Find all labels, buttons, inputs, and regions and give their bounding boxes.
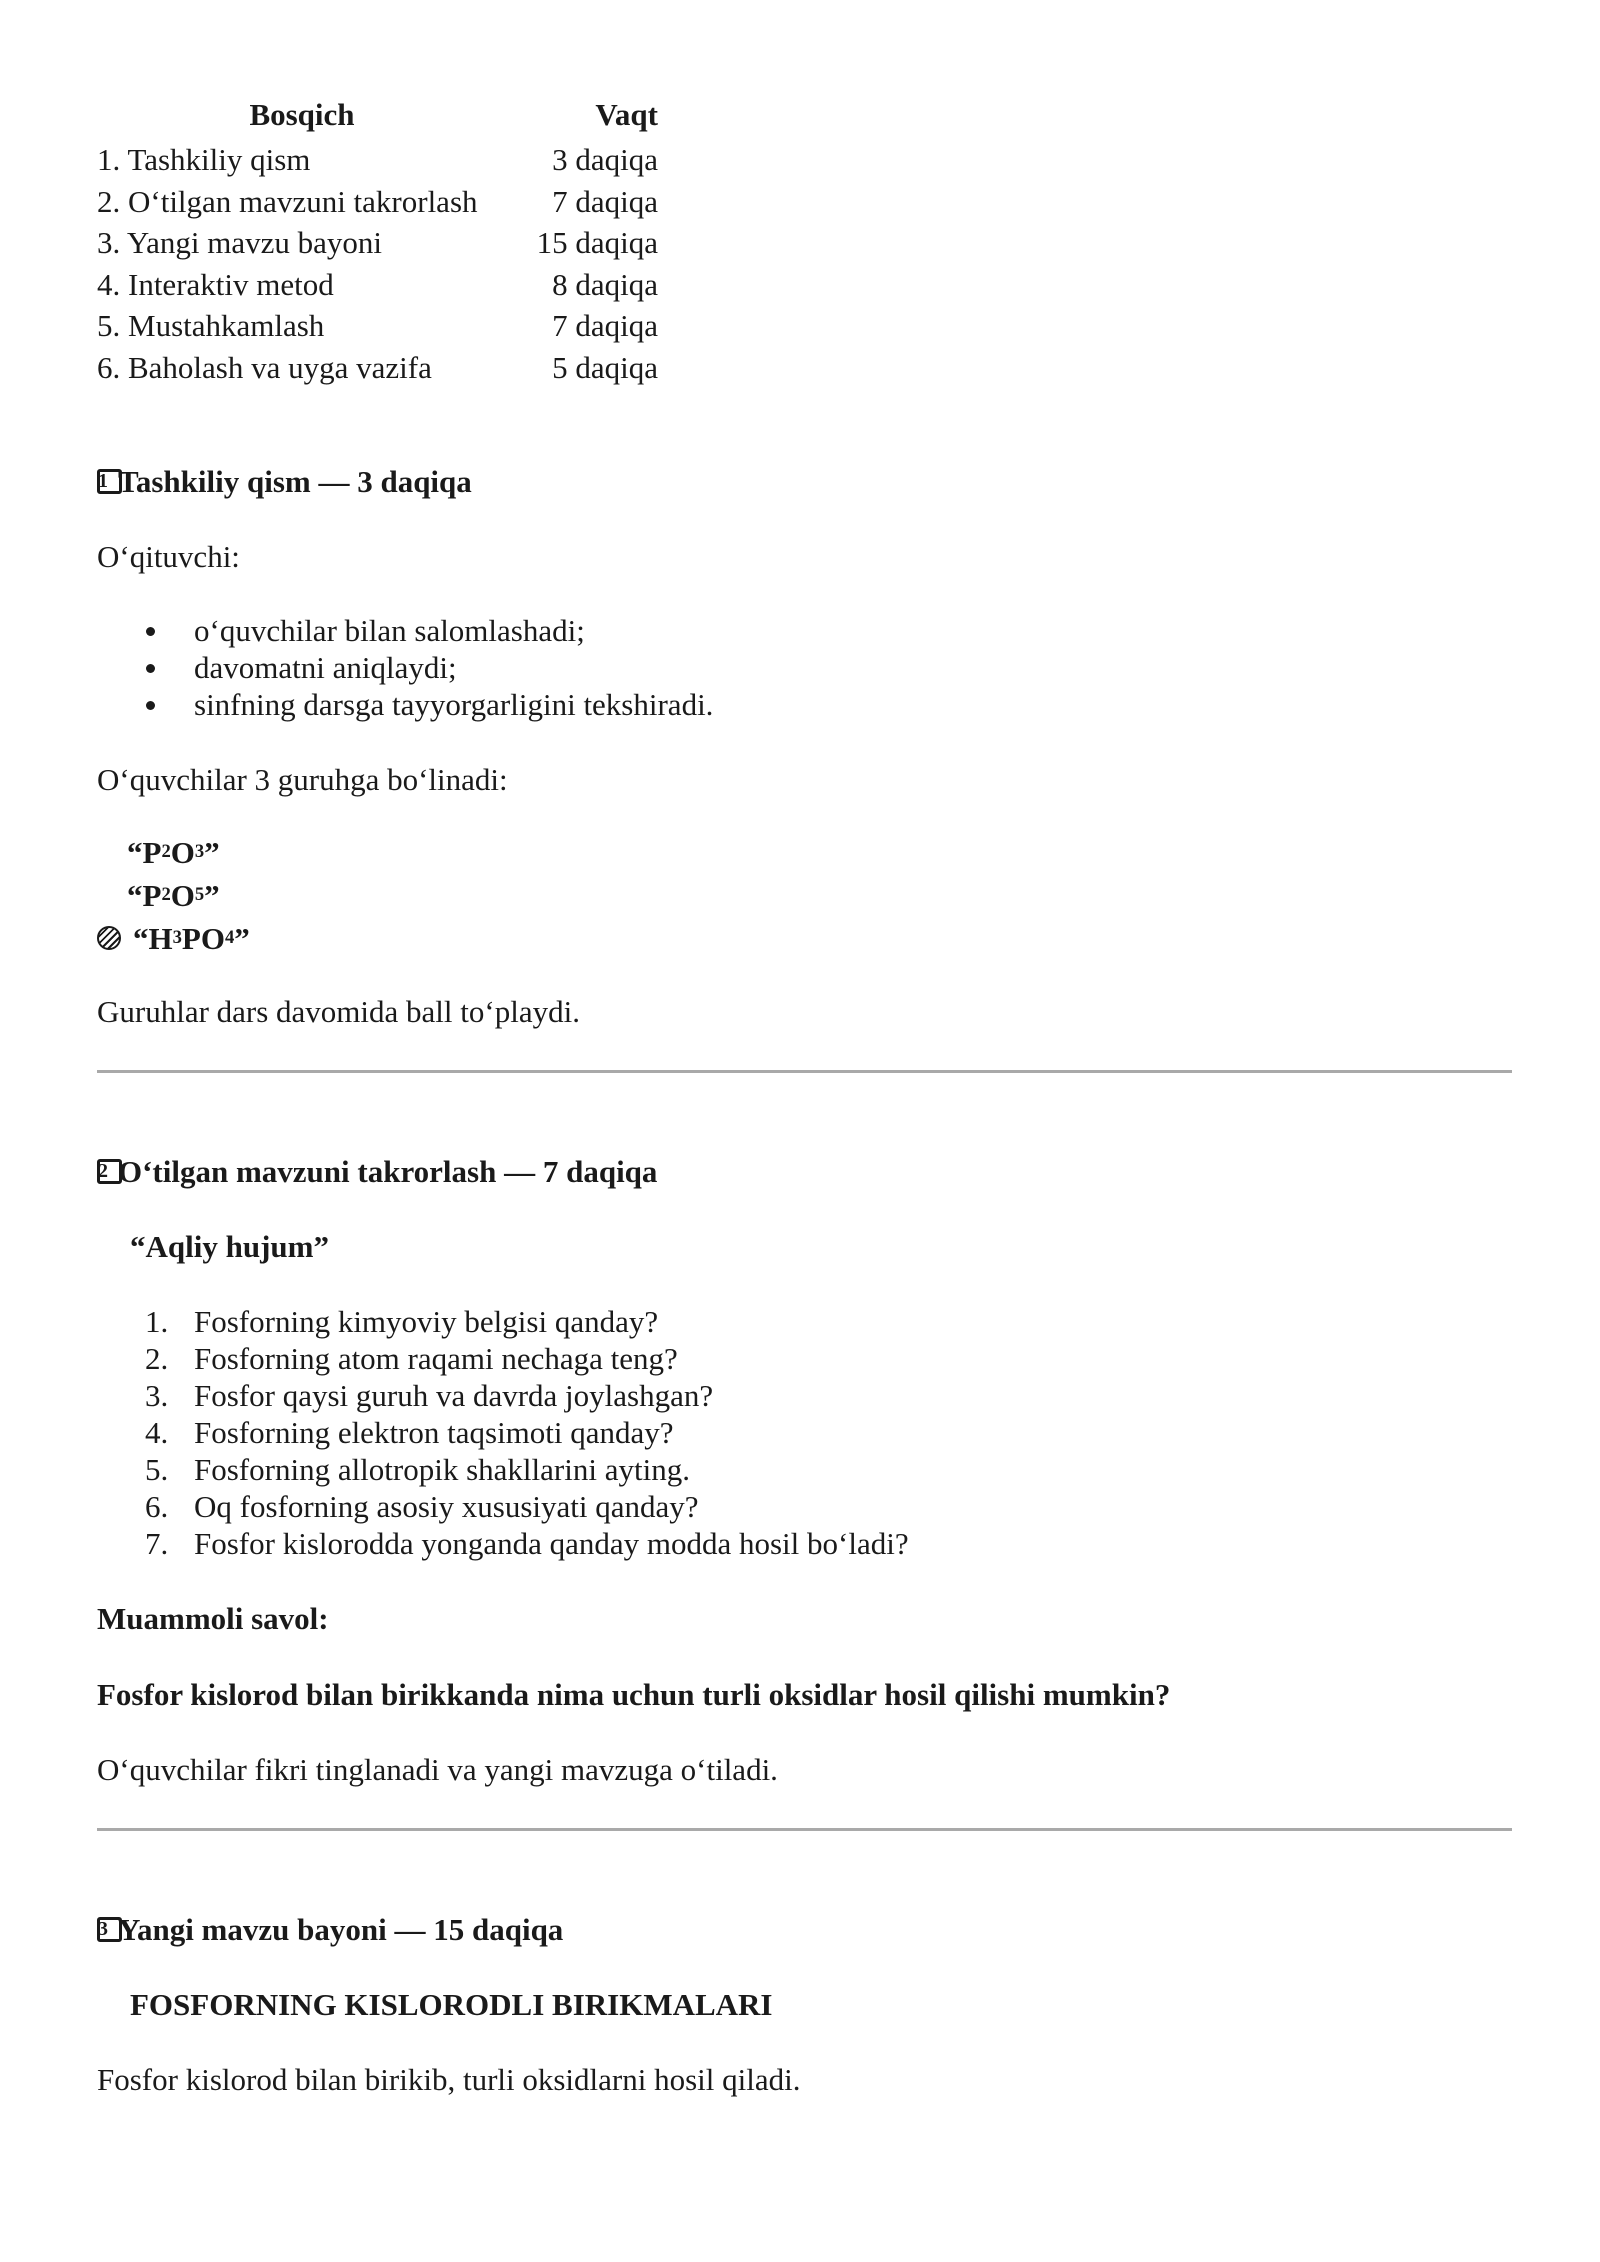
hatched-circle-icon (97, 926, 121, 950)
document-page (97, 96, 1512, 2098)
method-title: “Aqliy hujum” (130, 1229, 329, 1265)
time-cell: 5 daqiqa (552, 349, 658, 385)
list-item: o‘quvchilar bilan salomlashadi; (97, 612, 1512, 649)
keycap-number-icon: 3 (97, 1917, 122, 1942)
list-item: 6. Oq fosforning asosiy xususiyati qanday? (145, 1489, 699, 1525)
time-cell: 15 daqiqa (536, 225, 658, 261)
time-cell: 7 daqiqa (552, 308, 658, 344)
table-row (97, 139, 658, 181)
section-1-heading (97, 463, 1512, 500)
list-item: 5. Fosforning allotropik shakllarini ayting. (145, 1452, 690, 1488)
table-row (97, 347, 658, 389)
stage-cell: 4. Interaktiv metod (97, 266, 334, 302)
keycap-number-icon: 2 (97, 1159, 122, 1184)
list-item: sinfning darsga tayyorgarligini tekshiradi. (97, 686, 1512, 723)
stage-cell: 1. Tashkiliy qism (97, 142, 311, 178)
stage-cell: 6. Baholash va uyga vazifa (97, 349, 432, 385)
list-item: 1. Fosforning kimyoviy belgisi qanday? (145, 1304, 659, 1340)
section-2-heading (97, 1153, 1512, 1190)
table-row (97, 222, 658, 264)
section-3-text: Fosfor kislorod bilan birikib, turli oksidlarni hosil qiladi. (97, 2062, 801, 2098)
groups-note: Guruhlar dars davomida ball to‘playdi. (97, 993, 580, 1029)
group-p2o3: “P 2 O 3 ” (127, 834, 220, 870)
section-1-title: Tashkiliy qism — 3 daqiqa (118, 464, 472, 500)
time-column-header: Vaqt (595, 97, 658, 132)
stage-column-header: Bosqich (249, 97, 355, 132)
groups-list (97, 831, 1512, 960)
section-2-title: O‘tilgan mavzuni takrorlash — 7 daqiqa (118, 1153, 658, 1189)
table-row (97, 181, 658, 223)
time-cell: 7 daqiqa (552, 183, 658, 219)
problem-question: Fosfor kislorod bilan birikkanda nima uchun turli oksidlar hosil qilishi mumkin? (97, 1676, 1171, 1712)
keycap-number-icon: 1 (97, 469, 122, 494)
group-p2o5: “P 2 O 5 ” (127, 877, 220, 913)
time-cell: 3 daqiqa (552, 142, 658, 178)
teacher-label: O‘qituvchi: (97, 539, 240, 575)
list-item: 7. Fosfor kislorodda yonganda qanday modda hosil bo‘ladi? (145, 1526, 909, 1562)
list-item: 4. Fosforning elektron taqsimoti qanday? (145, 1415, 674, 1451)
section-2-closing: O‘quvchilar fikri tinglanadi va yangi mavzuga o‘tiladi. (97, 1751, 778, 1787)
table-row (97, 264, 658, 306)
list-item: davomatni aniqlaydi; (97, 649, 1512, 686)
section-3-heading (97, 1911, 1512, 1948)
stage-cell: 5. Mustahkamlash (97, 308, 325, 344)
time-cell: 8 daqiqa (552, 266, 658, 302)
list-item: 3. Fosfor qaysi guruh va davrda joylashgan? (145, 1378, 714, 1414)
table-row (97, 305, 658, 347)
section-divider (97, 1828, 1512, 1831)
groups-intro: O‘quvchilar 3 guruhga bo‘linadi: (97, 761, 508, 797)
list-item: 2. Fosforning atom raqami nechaga teng? (145, 1341, 678, 1377)
topic-title: FOSFORNING KISLORODLI BIRIKMALARI (130, 1987, 773, 2023)
section-3-title: Yangi mavzu bayoni — 15 daqiqa (118, 1911, 564, 1947)
stage-cell: 2. O‘tilgan mavzuni takrorlash (97, 183, 478, 219)
review-questions-list (97, 1303, 1512, 1562)
problem-label: Muammoli savol: (97, 1601, 329, 1637)
schedule-header-row (97, 96, 658, 139)
teacher-actions-list (97, 612, 1512, 723)
schedule-table (97, 96, 658, 388)
group-h3po4: “H 3 PO 4 ” (97, 917, 1512, 960)
section-divider (97, 1070, 1512, 1073)
stage-cell: 3. Yangi mavzu bayoni (97, 225, 383, 261)
